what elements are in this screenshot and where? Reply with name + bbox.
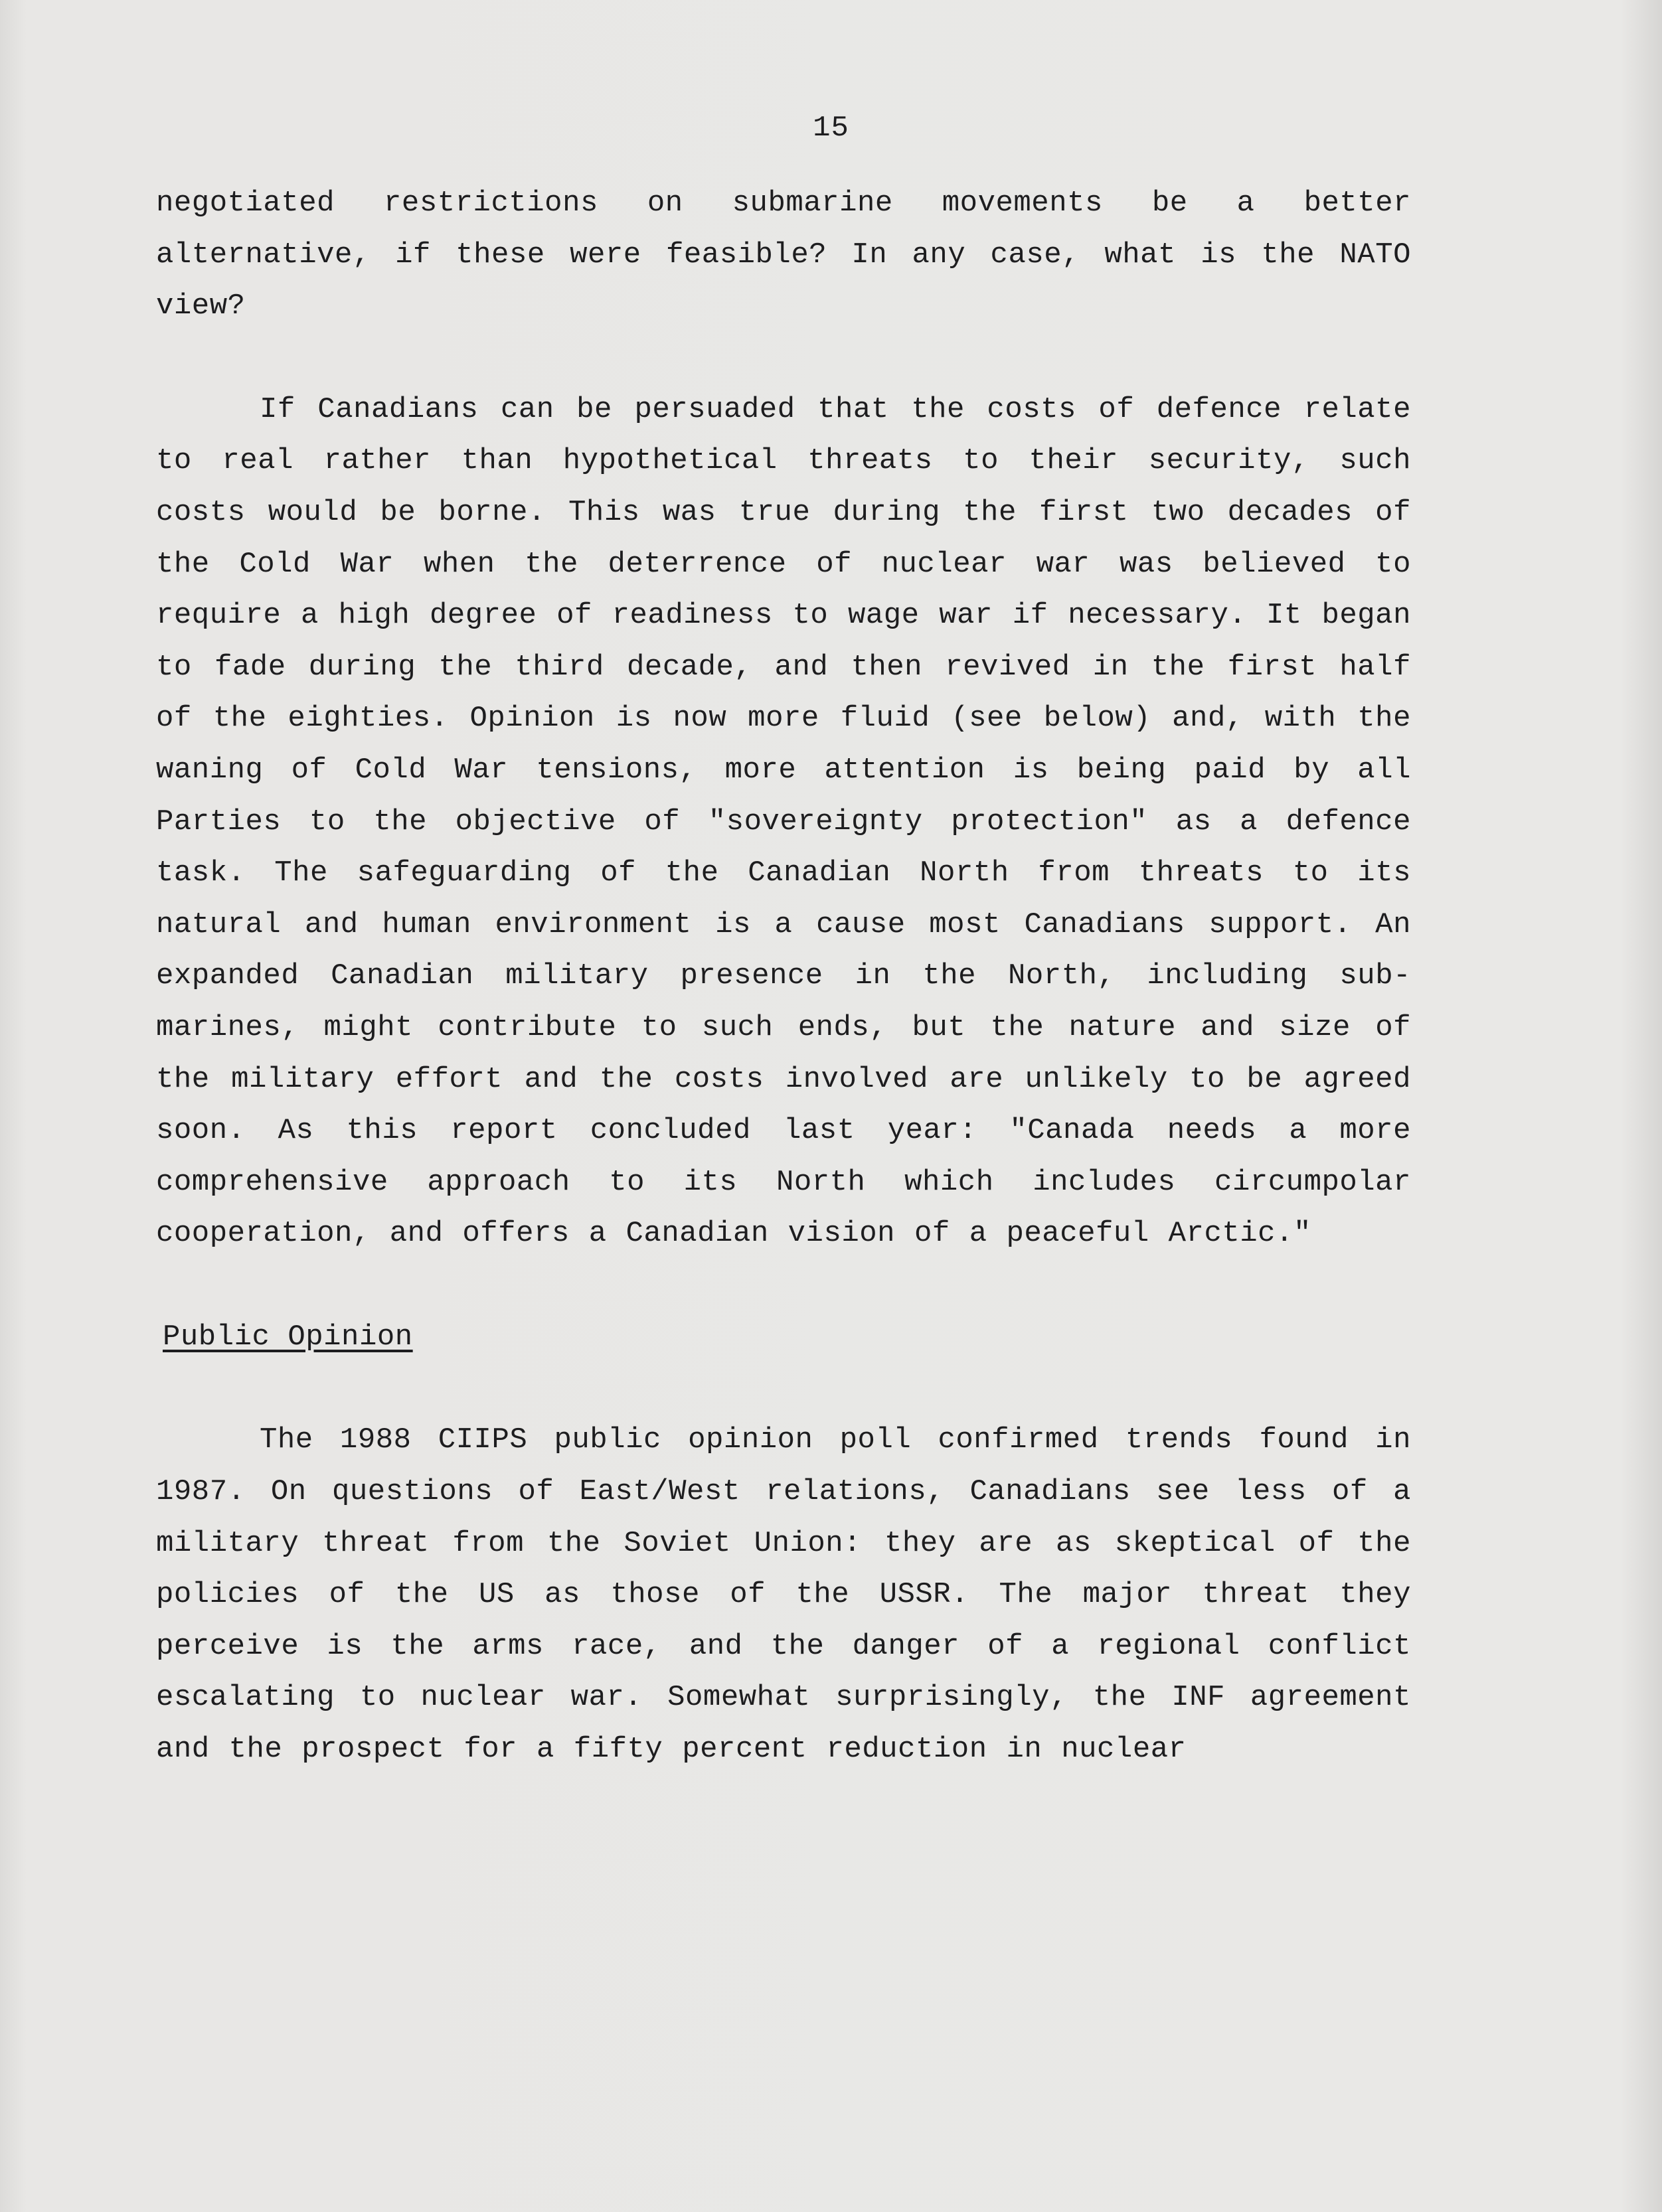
text-column: [156, 178, 1411, 1776]
paragraph-public-opinion: The 1988 CIIPS public opinion poll confirmed trends found in 1987. On questions of East/West relations, Canadians see less of a military threat from the Soviet Union: they are as skeptical of the policies of the US as those of the USSR. The major threat they perceive is the arms race, and the danger of a regional conflict escalating to nuclear war. Somewhat surprisingly, the INF agreement and the prospect for a fifty percent reduction in nuclear: [156, 1423, 1411, 1767]
page-number: 15: [813, 112, 849, 145]
paragraph-continued: negotiated restrictions on submarine movements be a better alternative, if these were feasible? In any case, what is the NATO view?: [156, 187, 1411, 323]
paragraph-defence-costs: If Canadians can be persuaded that the costs of defence relate to real rather than hypothetical threats to their security, such costs would be borne. This was true during the first two decades of the Cold War when the deterrence of nuclear war was believed to require a high degree of readiness to wage war if necessary. It began to fade during the third decade, and then revived in the first half of the eighties. Opinion is now more fluid (see below) and, with the waning of Cold War tensions, more attention is being paid by all Parties to the objective of "sovereignty protection" as a defence task. The safeguarding of the Canadian North from threats to its natural and human environment is a cause most Canadians support. An expanded Canadian military presence in the North, including sub-marines, might contribute to such ends, but the nature and size of the military effort and the costs involved are unlikely to be agreed soon. As this report concluded last year: "Canada needs a more comprehensive approach to its North which includes circumpolar cooperation, and offers a Canadian vision of a peaceful Arctic.": [156, 392, 1411, 1251]
section-heading: Public Opinion: [163, 1320, 413, 1354]
